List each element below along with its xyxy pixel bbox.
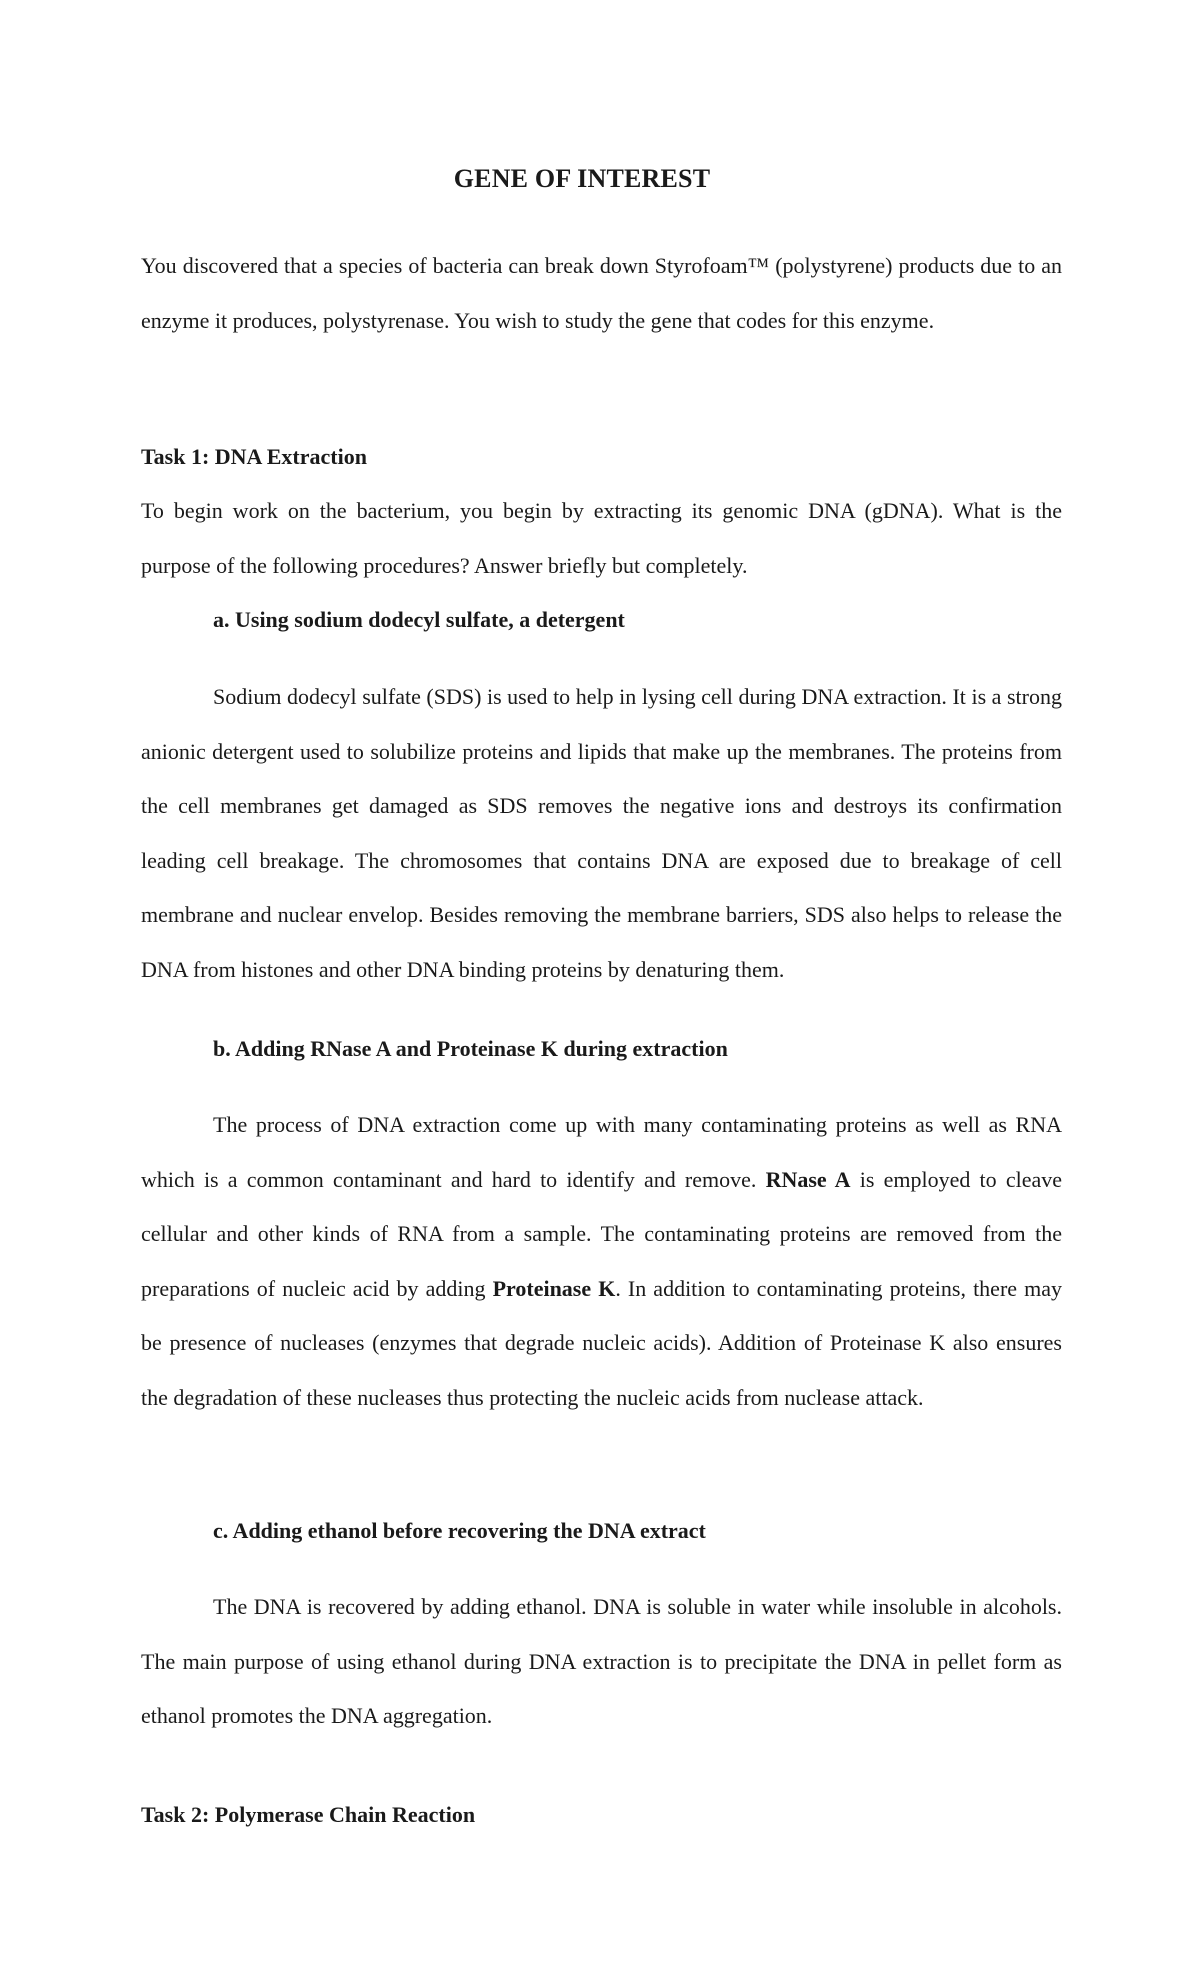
term-proteinase-k: Proteinase K [492, 1275, 616, 1301]
question-a-heading: a. Using sodium dodecyl sulfate, a detergent [213, 607, 625, 632]
answer-b-paragraph [141, 1098, 1062, 1425]
answer-b-text-2: is employed to cleave cellular and other kinds of RNA from a sample. The contaminating proteins are removed from the preparations of nucleic acid by adding [141, 1166, 1062, 1301]
task2-heading: Task 2: Polymerase Chain Reaction [141, 1802, 476, 1827]
task1-heading: Task 1: DNA Extraction [141, 444, 367, 469]
answer-b-text-1: The process of DNA extraction come up with many contaminating proteins as well as RNA which is a common contaminant and hard to identify and remove. [141, 1112, 1062, 1192]
page-title: GENE OF INTEREST [453, 164, 711, 193]
answer-c-paragraph [141, 1580, 1062, 1744]
answer-a-text: Sodium dodecyl sulfate (SDS) is used to help in lysing cell during DNA extraction. It is a strong anionic detergent used to solubilize proteins and lipids that make up the membranes. The proteins from the cell membranes get damaged as SDS removes the negative ions and destroys its confirmation leading cell breakage. The chromosomes that contains DNA are exposed due to breakage of cell membrane and nuclear envelop. Besides removing the membrane barriers, SDS also helps to release the DNA from histones and other DNA binding proteins by denaturing them. [141, 684, 1062, 982]
question-b-heading: b. Adding RNase A and Proteinase K during extraction [213, 1036, 728, 1061]
intro-paragraph: You discovered that a species of bacteria can break down Styrofoam™ (polystyrene) products due to an enzyme it produces, polystyrenase. You wish to study the gene that codes for this enzyme. [141, 253, 1062, 333]
task1-description: To begin work on the bacterium, you begin by extracting its genomic DNA (gDNA). What is the purpose of the following procedures? Answer briefly but completely. [141, 498, 1062, 578]
question-c-heading: c. Adding ethanol before recovering the DNA extract [213, 1518, 706, 1543]
answer-b-text-3: . In addition to contaminating proteins, there may be presence of nucleases (enzymes that degrade nucleic acids). Addition of Proteinase K also ensures the degradation of these nucleases thus protecting the nucleic acids from nuclease attack. [141, 1275, 1062, 1410]
term-rnase-a: RNase A [765, 1166, 851, 1192]
answer-c-text: The DNA is recovered by adding ethanol. DNA is soluble in water while insoluble in alcohols. The main purpose of using ethanol during DNA extraction is to precipitate the DNA in pellet form as ethanol promotes the DNA aggregation. [141, 1594, 1062, 1728]
answer-a-paragraph [141, 670, 1062, 997]
